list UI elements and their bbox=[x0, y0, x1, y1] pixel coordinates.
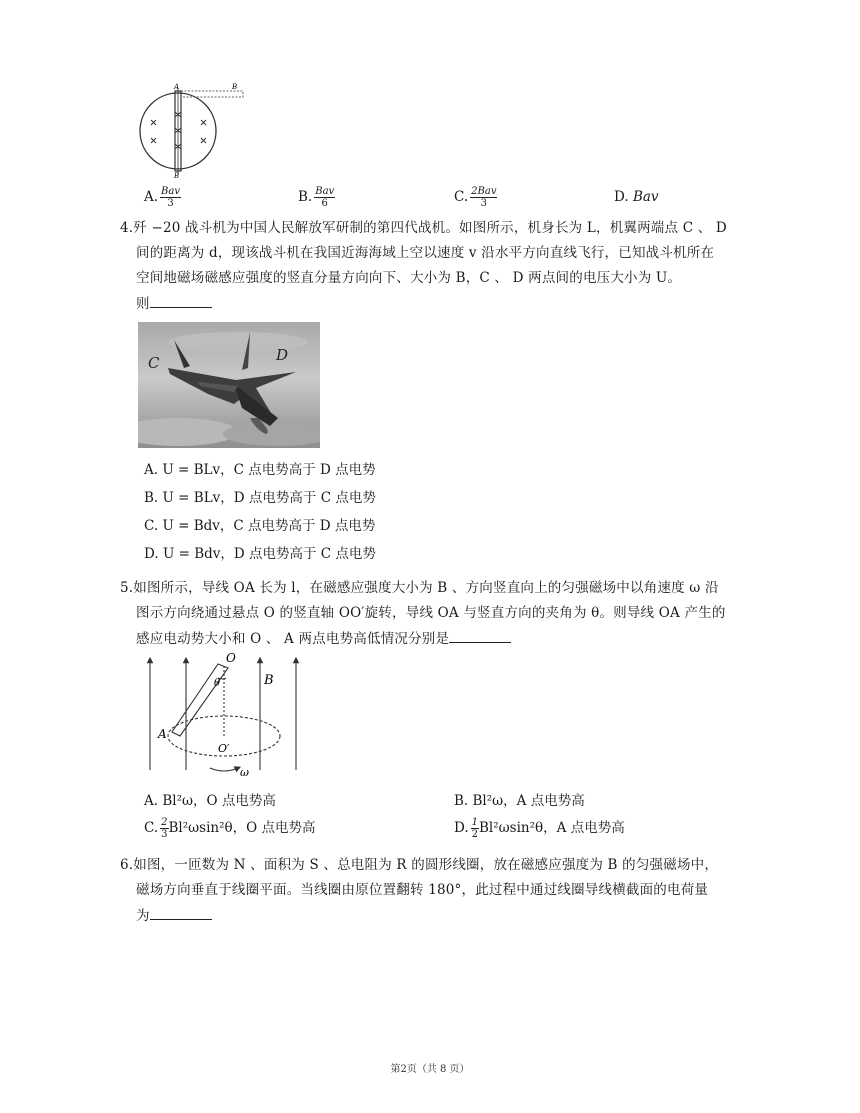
q4-option-c: C. U = Bdv，C 点电势高于 D 点电势 bbox=[144, 518, 376, 534]
svg-text:C: C bbox=[148, 354, 160, 372]
q5-figure bbox=[138, 650, 308, 778]
svg-text:ω: ω bbox=[240, 766, 249, 778]
svg-text:A: A bbox=[158, 727, 167, 741]
q5-option-b: B. Bl²ω，A 点电势高 bbox=[454, 793, 585, 809]
svg-text:B: B bbox=[174, 172, 180, 178]
q3-option-c: C. $\frac{\text{2Bav}}{3}$ bbox=[454, 186, 497, 209]
q5-stem: 5.如图所示，导线 OA 长为 l，在磁感应强度大小为 B 、方向竖直向上的匀强磁场中以角速度 ω 沿 图示方向绕通过悬点 O 的竖直轴 OO′旋转，导线 OA 与竖直方向的夹角为 θ。则导线 OA 产生的 感应电动势大小和 O 、 A 两点电势高低情况分别是 bbox=[120, 580, 726, 647]
svg-text:O: O bbox=[226, 651, 236, 665]
page-footer: 第2页（共 8 页） bbox=[390, 1064, 470, 1075]
svg-text:O′: O′ bbox=[218, 742, 230, 755]
q6-answer-blank[interactable] bbox=[150, 903, 212, 920]
q5-option-a: A. Bl²ω，O 点电势高 bbox=[144, 793, 276, 809]
q4-option-a: A. U = BLv，C 点电势高于 D 点电势 bbox=[144, 462, 376, 478]
svg-text:D: D bbox=[276, 346, 289, 364]
q3-figure bbox=[138, 82, 246, 178]
q4-stem: 4.歼 −20 战斗机为中国人民解放军研制的第四代战机。如图所示，机身长为 L，机翼两端点 C 、 D 间的距离为 d，现该战斗机在我国近海海域上空以速度 v 沿水平方向直线飞行，已知战斗机所在 空间地磁场磁感应强度的竖直分量方向向下、大小为 B，C 、 D 两点间的电压大小为 U。 则 bbox=[120, 220, 727, 312]
q4-answer-blank[interactable] bbox=[150, 291, 212, 308]
q3-option-d: D. Bav bbox=[614, 189, 659, 205]
svg-text:θ: θ bbox=[214, 678, 221, 689]
svg-text:B: B bbox=[264, 673, 274, 688]
svg-text:B: B bbox=[232, 83, 238, 91]
q6-stem: 6.如图，一匝数为 N 、面积为 S 、总电阻为 R 的圆形线圈，放在磁感应强度为 B 的匀强磁场中， 磁场方向垂直于线圈平面。当线圈由原位置翻转 180°，此过程中通过线圈导线横截面的电荷量 为 bbox=[120, 857, 719, 924]
magnetic-field-x-marks bbox=[151, 112, 206, 149]
q4-option-b: B. U = BLv，D 点电势高于 C 点电势 bbox=[144, 490, 376, 506]
q4-option-d: D. U = Bdv，D 点电势高于 C 点电势 bbox=[144, 546, 376, 562]
q5-answer-blank[interactable] bbox=[449, 626, 511, 643]
q3-option-b: B. $\frac{\text{Bav}}{6}$ bbox=[298, 186, 335, 209]
q3-option-a: A. $\frac{\text{Bav}}{3}$ bbox=[144, 186, 181, 209]
q5-option-d: D. $\frac{1}{2}$ Bl²ωsin²θ，A 点电势高 bbox=[454, 817, 625, 840]
q4-fighter-jet-photo bbox=[138, 322, 320, 448]
q5-option-c: C. $\frac{2}{3}$ Bl²ωsin²θ，O 点电势高 bbox=[144, 817, 316, 840]
svg-text:A: A bbox=[174, 83, 180, 91]
